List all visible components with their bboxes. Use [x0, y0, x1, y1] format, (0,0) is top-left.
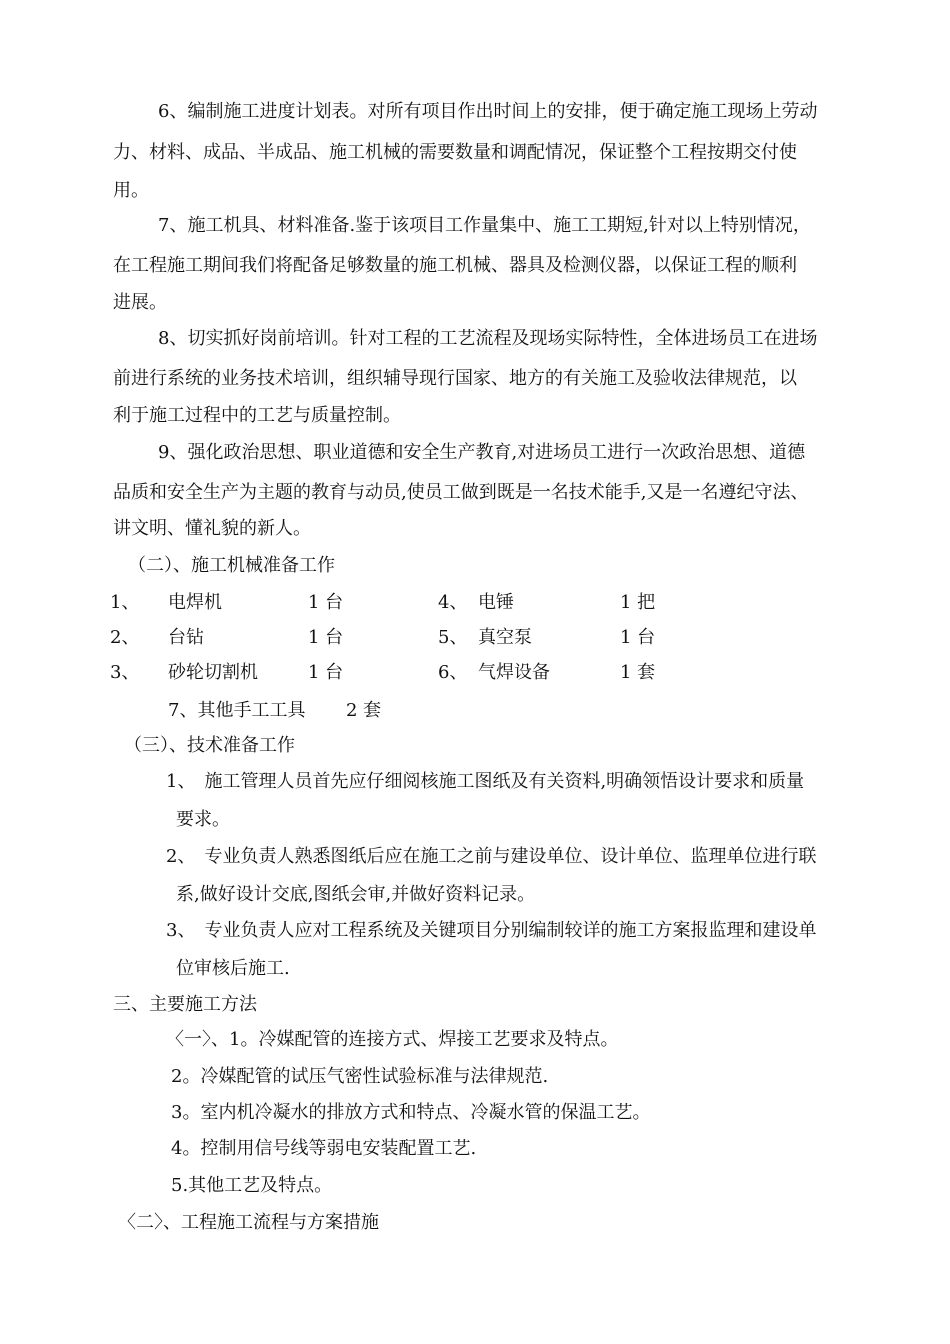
paragraph-6-line-2: 力、材料、成品、半成品、施工机械的需要数量和调配情况，保证整个工程按期交付使 [113, 142, 797, 163]
machine-extra-name: 7、其他手工工具 [168, 700, 306, 721]
machine-quantity: 1 台 [308, 592, 344, 613]
machine-name: 电锤 [478, 592, 514, 613]
paragraph-9-line-3: 讲文明、懂礼貌的新人。 [113, 518, 311, 539]
machine-name: 气焊设备 [478, 662, 550, 683]
machine-number: 3、 [110, 662, 140, 683]
paragraph-9-line-1: 9、强化政治思想、职业道德和安全生产教育,对进场员工进行一次政治思想、道德 [158, 442, 806, 463]
machine-name: 真空泵 [478, 627, 532, 648]
methods-heading: 三、主要施工方法 [113, 994, 257, 1015]
paragraph-8-line-2: 前进行系统的业务技术培训，组织辅导现行国家、地方的有关施工及验收法律规范，以 [113, 368, 797, 389]
method-item-3: 3。室内机冷凝水的排放方式和特点、冷凝水管的保温工艺。 [171, 1102, 651, 1123]
machine-name: 电焊机 [168, 592, 222, 613]
machine-number: 2、 [110, 627, 140, 648]
paragraph-6-line-3: 用。 [113, 180, 149, 201]
method-item-2: 2。冷媒配管的试压气密性试验标准与法律规范. [171, 1066, 549, 1087]
tech-item-3-line-1: 3、 专业负责人应对工程系统及关键项目分别编制较详的施工方案报监理和建设单 [166, 920, 817, 941]
tech-item-2-line-2: 系,做好设计交底,图纸会审,并做好资料记录。 [176, 884, 536, 905]
tech-heading: （三）、技术准备工作 [124, 735, 295, 756]
machine-quantity: 1 把 [620, 592, 656, 613]
tech-item-1-line-2: 要求。 [176, 809, 230, 830]
machine-extra-quantity: 2 套 [346, 700, 382, 721]
machine-number: 1、 [110, 592, 140, 613]
method-item-4: 4。控制用信号线等弱电安装配置工艺. [171, 1138, 477, 1159]
machine-quantity: 1 台 [620, 627, 656, 648]
method-item-5: 5.其他工艺及特点。 [171, 1175, 333, 1196]
machine-number: 5、 [438, 627, 468, 648]
machine-number: 4、 [438, 592, 468, 613]
machine-quantity: 1 台 [308, 662, 344, 683]
paragraph-6-line-1: 6、编制施工进度计划表。对所有项目作出时间上的安排，便于确定施工现场上劳动 [158, 101, 818, 122]
machine-quantity: 1 套 [620, 662, 656, 683]
tech-item-1-line-1: 1、 施工管理人员首先应仔细阅核施工图纸及有关资料,明确领悟设计要求和质量 [166, 771, 805, 792]
tech-item-3-line-2: 位审核后施工. [176, 958, 290, 979]
paragraph-9-line-2: 品质和安全生产为主题的教育与动员,使员工做到既是一名技术能手,又是一名遵纪守法、 [113, 482, 809, 503]
paragraph-7-line-3: 进展。 [113, 292, 167, 313]
paragraph-7-line-2: 在工程施工期间我们将配备足够数量的施工机械、器具及检测仪器，以保证工程的顺利 [113, 255, 797, 276]
paragraph-8-line-1: 8、切实抓好岗前培训。针对工程的工艺流程及现场实际特性，全体进场员工在进场 [158, 328, 818, 349]
machine-number: 6、 [438, 662, 468, 683]
method-item-1: 〈一〉、1。冷媒配管的连接方式、焊接工艺要求及特点。 [166, 1029, 619, 1050]
machine-name: 台钻 [168, 627, 204, 648]
paragraph-8-line-3: 利于施工过程中的工艺与质量控制。 [113, 405, 401, 426]
machinery-heading: （二）、施工机械准备工作 [128, 555, 335, 576]
methods-sub-heading: 〈二〉、工程施工流程与方案措施 [118, 1212, 379, 1233]
paragraph-7-line-1: 7、施工机具、材料准备.鉴于该项目工作量集中、施工工期短,针对以上特别情况， [158, 215, 811, 236]
tech-item-2-line-1: 2、 专业负责人熟悉图纸后应在施工之前与建设单位、设计单位、监理单位进行联 [166, 846, 817, 867]
machine-quantity: 1 台 [308, 627, 344, 648]
machine-name: 砂轮切割机 [168, 662, 258, 683]
